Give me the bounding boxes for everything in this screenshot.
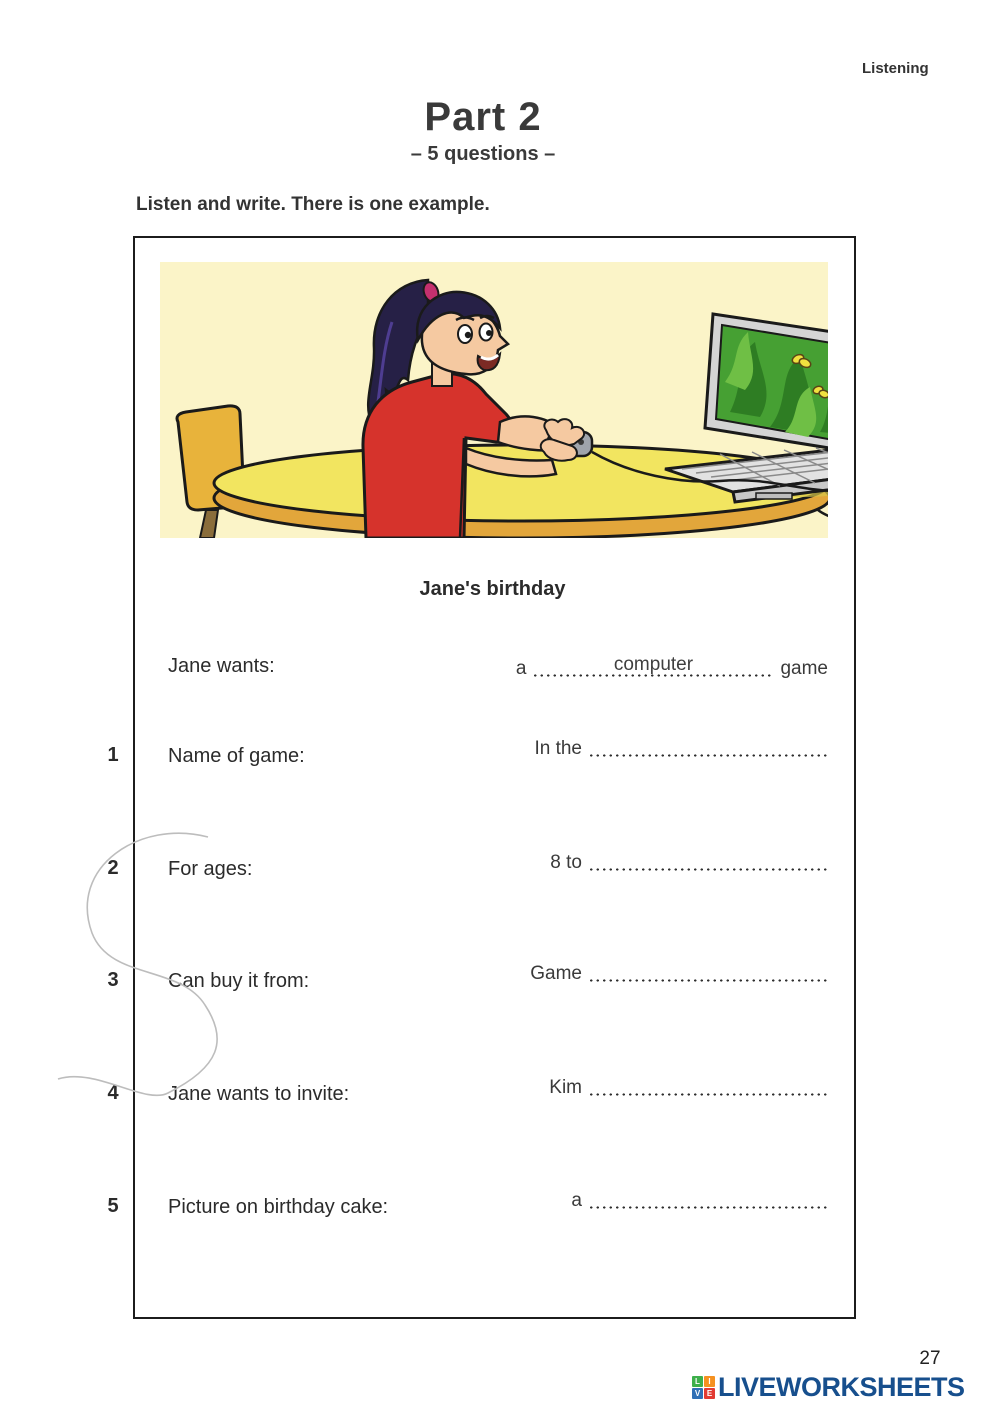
- example-answer-prefix: a: [515, 658, 527, 679]
- row-1-label: Name of game:: [168, 745, 305, 767]
- row-3-answer-line[interactable]: [588, 979, 828, 982]
- instruction-text: Listen and write. There is one example.: [136, 194, 490, 215]
- page-number: 27: [919, 1348, 941, 1369]
- row-2-answer: [513, 852, 828, 874]
- illustration-svg: [160, 262, 828, 538]
- example-answer-line[interactable]: [532, 654, 774, 677]
- logo-square-v: V: [692, 1388, 703, 1399]
- row-2-number: 2: [107, 857, 119, 879]
- pencil-scribble-mark: [40, 815, 240, 1125]
- row-5-answer-line[interactable]: [588, 1206, 828, 1209]
- row-4-answer-prefix: Kim: [549, 1077, 582, 1098]
- row-2-answer-prefix: 8 to: [550, 852, 582, 873]
- row-3-label: Can buy it from:: [168, 970, 310, 992]
- logo-square-e: E: [704, 1388, 715, 1399]
- example-written-answer: computer: [613, 654, 694, 675]
- row-3-number: 3: [107, 969, 119, 991]
- example-answer: [513, 654, 828, 680]
- row-1-answer-prefix: In the: [534, 738, 582, 759]
- row-1-number: 1: [107, 744, 119, 766]
- row-4-number: 4: [107, 1082, 119, 1104]
- page-subtitle: – 5 questions –: [410, 143, 556, 165]
- row-2-answer-line[interactable]: [588, 868, 828, 871]
- illustration-girl-playing-game: [160, 262, 828, 538]
- row-3-answer: [513, 963, 828, 985]
- row-5-answer: [513, 1190, 828, 1212]
- example-label: Jane wants:: [168, 655, 275, 677]
- row-1-answer: [513, 738, 828, 760]
- row-4-label: Jane wants to invite:: [168, 1083, 350, 1105]
- row-5-label: Picture on birthday cake:: [168, 1196, 389, 1218]
- row-5-number: 5: [107, 1195, 119, 1217]
- row-5-answer-prefix: a: [571, 1190, 582, 1211]
- worksheet-title: Jane's birthday: [419, 578, 566, 600]
- liveworksheets-logo: [692, 1372, 965, 1403]
- row-1-answer-line[interactable]: [588, 754, 828, 757]
- row-2-label: For ages:: [168, 858, 253, 880]
- example-answer-suffix: game: [780, 658, 828, 679]
- liveworksheets-logo-text: LIVEWORKSHEETS: [718, 1372, 965, 1402]
- page-title: Part 2: [424, 95, 542, 139]
- liveworksheets-logo-icon: [692, 1376, 715, 1399]
- logo-square-l: L: [692, 1376, 703, 1387]
- section-label: Listening: [862, 60, 929, 77]
- row-4-answer: [513, 1077, 828, 1099]
- row-3-answer-prefix: Game: [530, 963, 582, 984]
- row-4-answer-line[interactable]: [588, 1093, 828, 1096]
- logo-square-i: I: [704, 1376, 715, 1387]
